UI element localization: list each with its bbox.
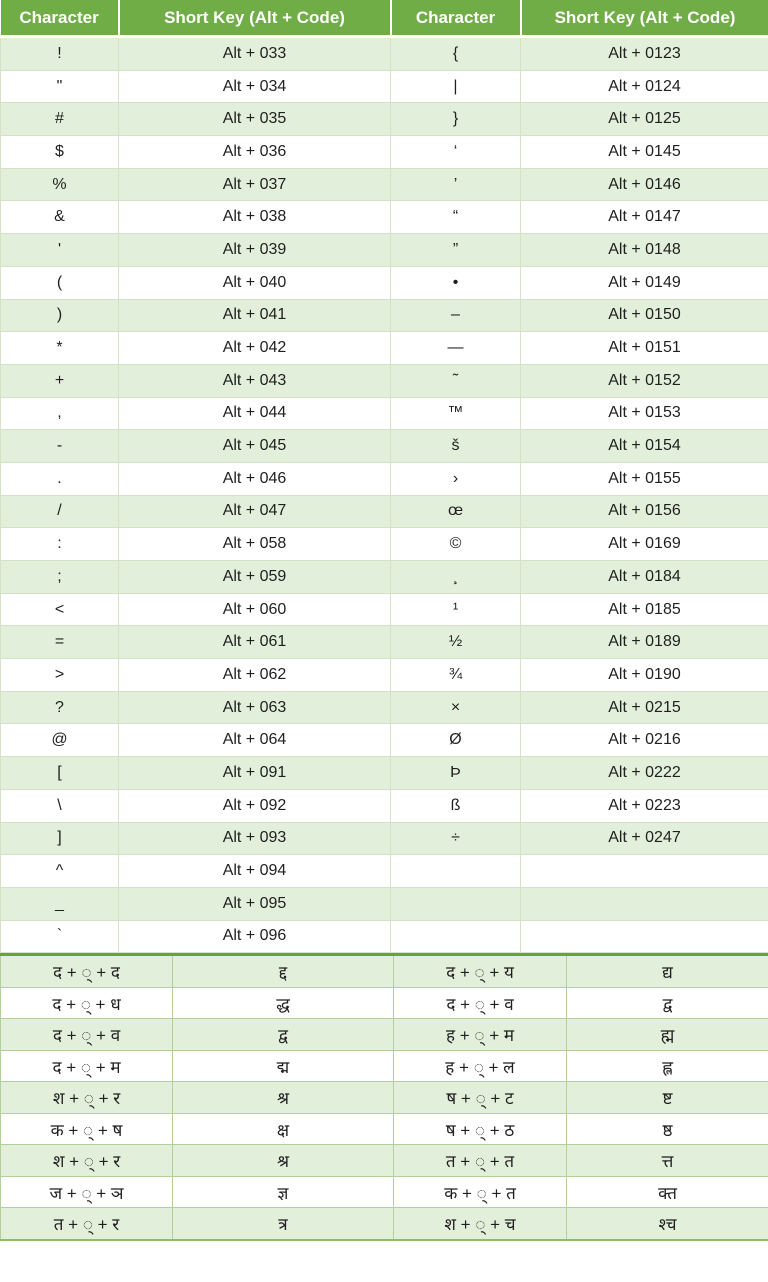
table-row <box>1 136 768 169</box>
shortkey-cell: Alt + 0222 <box>521 757 768 790</box>
character-cell: ` <box>1 920 119 953</box>
table-row <box>1 234 768 267</box>
shortkey-cell: Alt + 044 <box>119 397 391 430</box>
shortkey-cell: Alt + 063 <box>119 691 391 724</box>
conjunct-result-cell: क्ष <box>173 1113 394 1145</box>
character-cell: ¸ <box>391 561 521 594</box>
table-row <box>1 168 768 201</box>
character-cell: – <box>391 299 521 332</box>
shortkey-cell: Alt + 096 <box>119 920 391 953</box>
table-row <box>1 855 768 888</box>
table-row <box>1 397 768 430</box>
shortkey-cell: Alt + 0185 <box>521 593 768 626</box>
character-cell: @ <box>1 724 119 757</box>
shortkey-cell: Alt + 094 <box>119 855 391 888</box>
character-cell: ÷ <box>391 822 521 855</box>
character-cell: _ <box>1 887 119 920</box>
character-cell: ( <box>1 266 119 299</box>
shortkey-cell: Alt + 0189 <box>521 626 768 659</box>
conjunct-result-cell: द्व <box>567 987 768 1019</box>
character-cell <box>391 920 521 953</box>
shortkey-cell: Alt + 0123 <box>521 37 768 71</box>
character-cell: { <box>391 37 521 71</box>
table-row <box>1 462 768 495</box>
shortkey-cell: Alt + 034 <box>119 70 391 103</box>
shortkey-cell: Alt + 0151 <box>521 332 768 365</box>
table-row <box>1 332 768 365</box>
character-cell: ] <box>1 822 119 855</box>
table-row <box>1 299 768 332</box>
character-cell: ^ <box>1 855 119 888</box>
character-cell: ’ <box>391 168 521 201</box>
shortkey-cell: Alt + 0149 <box>521 266 768 299</box>
character-cell: = <box>1 626 119 659</box>
alt-codes-table-body <box>1 37 768 953</box>
key-combination-cell: त + ◌् + र <box>1 1208 173 1240</box>
shortkey-cell <box>521 855 768 888</box>
table-row <box>1 593 768 626</box>
shortkey-cell: Alt + 043 <box>119 364 391 397</box>
shortkey-cell: Alt + 0152 <box>521 364 768 397</box>
shortkey-cell: Alt + 039 <box>119 234 391 267</box>
character-cell: . <box>1 462 119 495</box>
character-cell: — <box>391 332 521 365</box>
conjunct-result-cell: ष्ठ <box>567 1113 768 1145</box>
table-row <box>1 822 768 855</box>
character-cell: ¹ <box>391 593 521 626</box>
table-row <box>1 495 768 528</box>
shortkey-cell: Alt + 045 <box>119 430 391 463</box>
key-combination-cell: क + ◌् + ष <box>1 1113 173 1145</box>
character-cell: ‘ <box>391 136 521 169</box>
table-row <box>1 987 768 1019</box>
conjunct-result-cell: श्र <box>173 1145 394 1177</box>
conjunct-result-cell: क्त <box>567 1176 768 1208</box>
header-row <box>1 0 768 37</box>
character-cell: / <box>1 495 119 528</box>
shortkey-cell: Alt + 0169 <box>521 528 768 561</box>
shortkey-cell <box>521 887 768 920</box>
table-row <box>1 724 768 757</box>
character-cell: < <box>1 593 119 626</box>
key-combination-cell: ह + ◌् + म <box>394 1019 567 1051</box>
header-shortkey-right: Short Key (Alt + Code) <box>521 0 768 37</box>
character-cell: [ <box>1 757 119 790</box>
devanagari-conjunct-table <box>0 953 768 1241</box>
table-row <box>1 430 768 463</box>
table-row <box>1 364 768 397</box>
shortkey-cell: Alt + 041 <box>119 299 391 332</box>
shortkey-cell <box>521 920 768 953</box>
table-row <box>1 37 768 71</box>
table-row <box>1 1050 768 1082</box>
character-cell: ½ <box>391 626 521 659</box>
character-cell: + <box>1 364 119 397</box>
shortkey-cell: Alt + 060 <box>119 593 391 626</box>
table-row <box>1 920 768 953</box>
shortkey-cell: Alt + 095 <box>119 887 391 920</box>
shortkey-cell: Alt + 0125 <box>521 103 768 136</box>
header-character-left: Character <box>1 0 119 37</box>
key-combination-cell: श + ◌् + र <box>1 1082 173 1114</box>
key-combination-cell: द + ◌् + द <box>1 955 173 988</box>
character-cell <box>391 887 521 920</box>
table-row <box>1 691 768 724</box>
character-cell: ' <box>1 234 119 267</box>
shortkey-cell: Alt + 035 <box>119 103 391 136</box>
character-cell: } <box>391 103 521 136</box>
character-cell: % <box>1 168 119 201</box>
header-character-right: Character <box>391 0 521 37</box>
character-cell: ? <box>1 691 119 724</box>
conjunct-result-cell: द्व <box>173 1019 394 1051</box>
conjunct-result-cell: ह्म <box>567 1019 768 1051</box>
shortkey-cell: Alt + 040 <box>119 266 391 299</box>
key-combination-cell: द + ◌् + ध <box>1 987 173 1019</box>
key-combination-cell: द + ◌् + व <box>1 1019 173 1051</box>
shortkey-cell: Alt + 0155 <box>521 462 768 495</box>
shortkey-cell: Alt + 0124 <box>521 70 768 103</box>
conjunct-result-cell: श्र <box>173 1082 394 1114</box>
character-cell: " <box>1 70 119 103</box>
shortkey-cell: Alt + 093 <box>119 822 391 855</box>
shortkey-cell: Alt + 042 <box>119 332 391 365</box>
devanagari-conjunct-table-body <box>1 955 768 1240</box>
table-row <box>1 1208 768 1240</box>
character-cell: Þ <box>391 757 521 790</box>
character-cell: ß <box>391 789 521 822</box>
character-cell: ; <box>1 561 119 594</box>
conjunct-result-cell: द्म <box>173 1050 394 1082</box>
shortkey-cell: Alt + 0156 <box>521 495 768 528</box>
conjunct-result-cell: द्य <box>567 955 768 988</box>
shortkey-cell: Alt + 0146 <box>521 168 768 201</box>
table-row <box>1 887 768 920</box>
character-cell <box>391 855 521 888</box>
table-row <box>1 1082 768 1114</box>
shortkey-cell: Alt + 0247 <box>521 822 768 855</box>
character-cell: š <box>391 430 521 463</box>
shortkey-cell: Alt + 092 <box>119 789 391 822</box>
key-combination-cell: त + ◌् + त <box>394 1145 567 1177</box>
shortkey-cell: Alt + 0148 <box>521 234 768 267</box>
shortkey-cell: Alt + 038 <box>119 201 391 234</box>
shortkey-cell: Alt + 0215 <box>521 691 768 724</box>
character-cell: ¾ <box>391 659 521 692</box>
key-combination-cell: ह + ◌् + ल <box>394 1050 567 1082</box>
character-cell: & <box>1 201 119 234</box>
shortkey-cell: Alt + 061 <box>119 626 391 659</box>
character-cell: , <box>1 397 119 430</box>
character-cell: \ <box>1 789 119 822</box>
table-row <box>1 70 768 103</box>
character-cell: œ <box>391 495 521 528</box>
conjunct-result-cell: ज्ञ <box>173 1176 394 1208</box>
shortkey-cell: Alt + 0154 <box>521 430 768 463</box>
character-cell: › <box>391 462 521 495</box>
shortkey-cell: Alt + 036 <box>119 136 391 169</box>
key-combination-cell: श + ◌् + च <box>394 1208 567 1240</box>
character-cell: ˜ <box>391 364 521 397</box>
table-row <box>1 103 768 136</box>
character-cell: ! <box>1 37 119 71</box>
conjunct-result-cell: त्त <box>567 1145 768 1177</box>
table-row <box>1 528 768 561</box>
key-combination-cell: ष + ◌् + ट <box>394 1082 567 1114</box>
character-cell: ) <box>1 299 119 332</box>
table-row <box>1 955 768 988</box>
shortkey-cell: Alt + 062 <box>119 659 391 692</box>
character-cell: : <box>1 528 119 561</box>
shortkey-cell: Alt + 0153 <box>521 397 768 430</box>
conjunct-result-cell: ह्ल <box>567 1050 768 1082</box>
key-combination-cell: श + ◌् + र <box>1 1145 173 1177</box>
shortkey-cell: Alt + 064 <box>119 724 391 757</box>
shortkey-cell: Alt + 033 <box>119 37 391 71</box>
character-cell: > <box>1 659 119 692</box>
character-cell: “ <box>391 201 521 234</box>
conjunct-result-cell: द्ध <box>173 987 394 1019</box>
character-cell: ™ <box>391 397 521 430</box>
character-cell: | <box>391 70 521 103</box>
shortkey-cell: Alt + 0150 <box>521 299 768 332</box>
character-cell: - <box>1 430 119 463</box>
character-cell: ” <box>391 234 521 267</box>
shortkey-cell: Alt + 059 <box>119 561 391 594</box>
table-row <box>1 626 768 659</box>
character-cell: * <box>1 332 119 365</box>
conjunct-result-cell: द्द <box>173 955 394 988</box>
character-cell: $ <box>1 136 119 169</box>
character-cell: × <box>391 691 521 724</box>
shortkey-cell: Alt + 037 <box>119 168 391 201</box>
shortkey-cell: Alt + 0223 <box>521 789 768 822</box>
key-combination-cell: द + ◌् + म <box>1 1050 173 1082</box>
character-cell: • <box>391 266 521 299</box>
table-row <box>1 1176 768 1208</box>
character-cell: # <box>1 103 119 136</box>
shortkey-cell: Alt + 0184 <box>521 561 768 594</box>
shortkey-cell: Alt + 058 <box>119 528 391 561</box>
key-combination-cell: ष + ◌् + ठ <box>394 1113 567 1145</box>
conjunct-result-cell: त्र <box>173 1208 394 1240</box>
shortkey-cell: Alt + 0145 <box>521 136 768 169</box>
shortkey-cell: Alt + 046 <box>119 462 391 495</box>
conjunct-result-cell: ष्ट <box>567 1082 768 1114</box>
table-row <box>1 1113 768 1145</box>
table-row <box>1 561 768 594</box>
conjunct-result-cell: श्च <box>567 1208 768 1240</box>
shortkey-cell: Alt + 0216 <box>521 724 768 757</box>
shortkey-cell: Alt + 047 <box>119 495 391 528</box>
key-combination-cell: ज + ◌् + ञ <box>1 1176 173 1208</box>
table-row <box>1 1019 768 1051</box>
shortkey-cell: Alt + 0147 <box>521 201 768 234</box>
table-row <box>1 659 768 692</box>
key-combination-cell: द + ◌् + य <box>394 955 567 988</box>
table-row <box>1 1145 768 1177</box>
key-combination-cell: द + ◌् + व <box>394 987 567 1019</box>
table-row <box>1 789 768 822</box>
character-cell: © <box>391 528 521 561</box>
character-cell: Ø <box>391 724 521 757</box>
key-combination-cell: क + ◌् + त <box>394 1176 567 1208</box>
shortkey-cell: Alt + 0190 <box>521 659 768 692</box>
table-row <box>1 757 768 790</box>
table-row <box>1 266 768 299</box>
shortkey-cell: Alt + 091 <box>119 757 391 790</box>
header-shortkey-left: Short Key (Alt + Code) <box>119 0 391 37</box>
alt-codes-table-header <box>1 0 768 37</box>
table-row <box>1 201 768 234</box>
